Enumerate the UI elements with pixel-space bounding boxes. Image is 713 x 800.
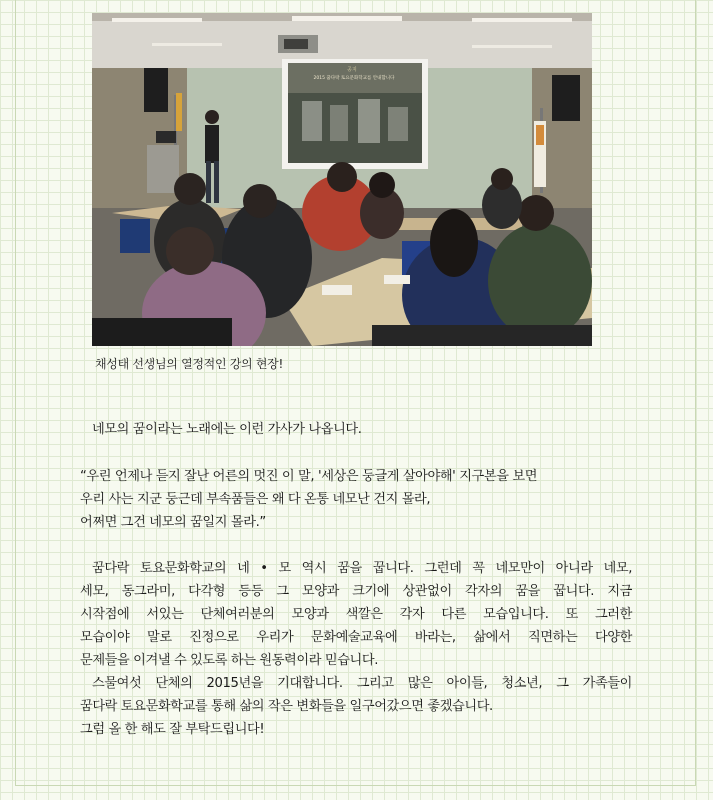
lecture-photo <box>92 13 592 346</box>
lyrics-line-3: 어쩌면 그건 네모의 꿈일지 몰라.” <box>80 515 266 530</box>
body-line-7: 꿈다락 토요문화학교를 통해 삶의 작은 변화들을 일구어갔으면 좋겠습니다. <box>80 699 493 714</box>
article-body <box>80 418 632 741</box>
body-line-4: 모습이야 말로 진정으로 우리가 문화예술교육에 바라는, 삶에서 직면하는 다양한 <box>80 630 632 645</box>
lyrics-line-2: 우리 사는 지군 둥근데 부속품들은 왜 다 온통 네모난 건지 몰라, <box>80 492 431 507</box>
lecture-photo-icon <box>92 13 592 346</box>
screen-title-text: 2015 꿈다락 토요문화학교를 안내합니다 <box>313 76 395 81</box>
body-line-8: 그럼 올 한 해도 잘 부탁드립니다! <box>80 722 265 737</box>
lyrics-line-1: “우린 언제나 듣지 잘난 어른의 멋진 이 말, '세상은 둥글게 살아야해' 지구본을 보면 <box>80 469 538 484</box>
body-line-2: 세모, 동그라미, 다각형 등등 그 모양과 크기에 상관없이 각자의 꿈을 꿉니다. 지금 <box>80 584 632 599</box>
screen-tag-text: 공지 <box>347 67 357 73</box>
body-line-5: 문제들을 이겨낼 수 있도록 하는 원동력이라 믿습니다. <box>80 653 379 668</box>
intro-text: 네모의 꿈이라는 노래에는 이런 가사가 나옵니다. <box>92 422 362 437</box>
body-line-6: 스물여섯 단체의 2015년을 기대합니다. 그리고 많은 아이들, 청소년, 그 가족들이 <box>92 676 632 691</box>
body-line-1: 꿈다락 토요문화학교의 네 • 모 역시 꿈을 꿉니다. 그런데 꼭 네모만이 아니라 네모, <box>92 561 632 576</box>
body-line-3: 시작점에 서있는 단체여러분의 모양과 색깔은 각자 다른 모습입니다. 또 그러한 <box>80 607 632 622</box>
photo-caption: 채성태 선생님의 열정적인 강의 현장! <box>95 357 283 371</box>
